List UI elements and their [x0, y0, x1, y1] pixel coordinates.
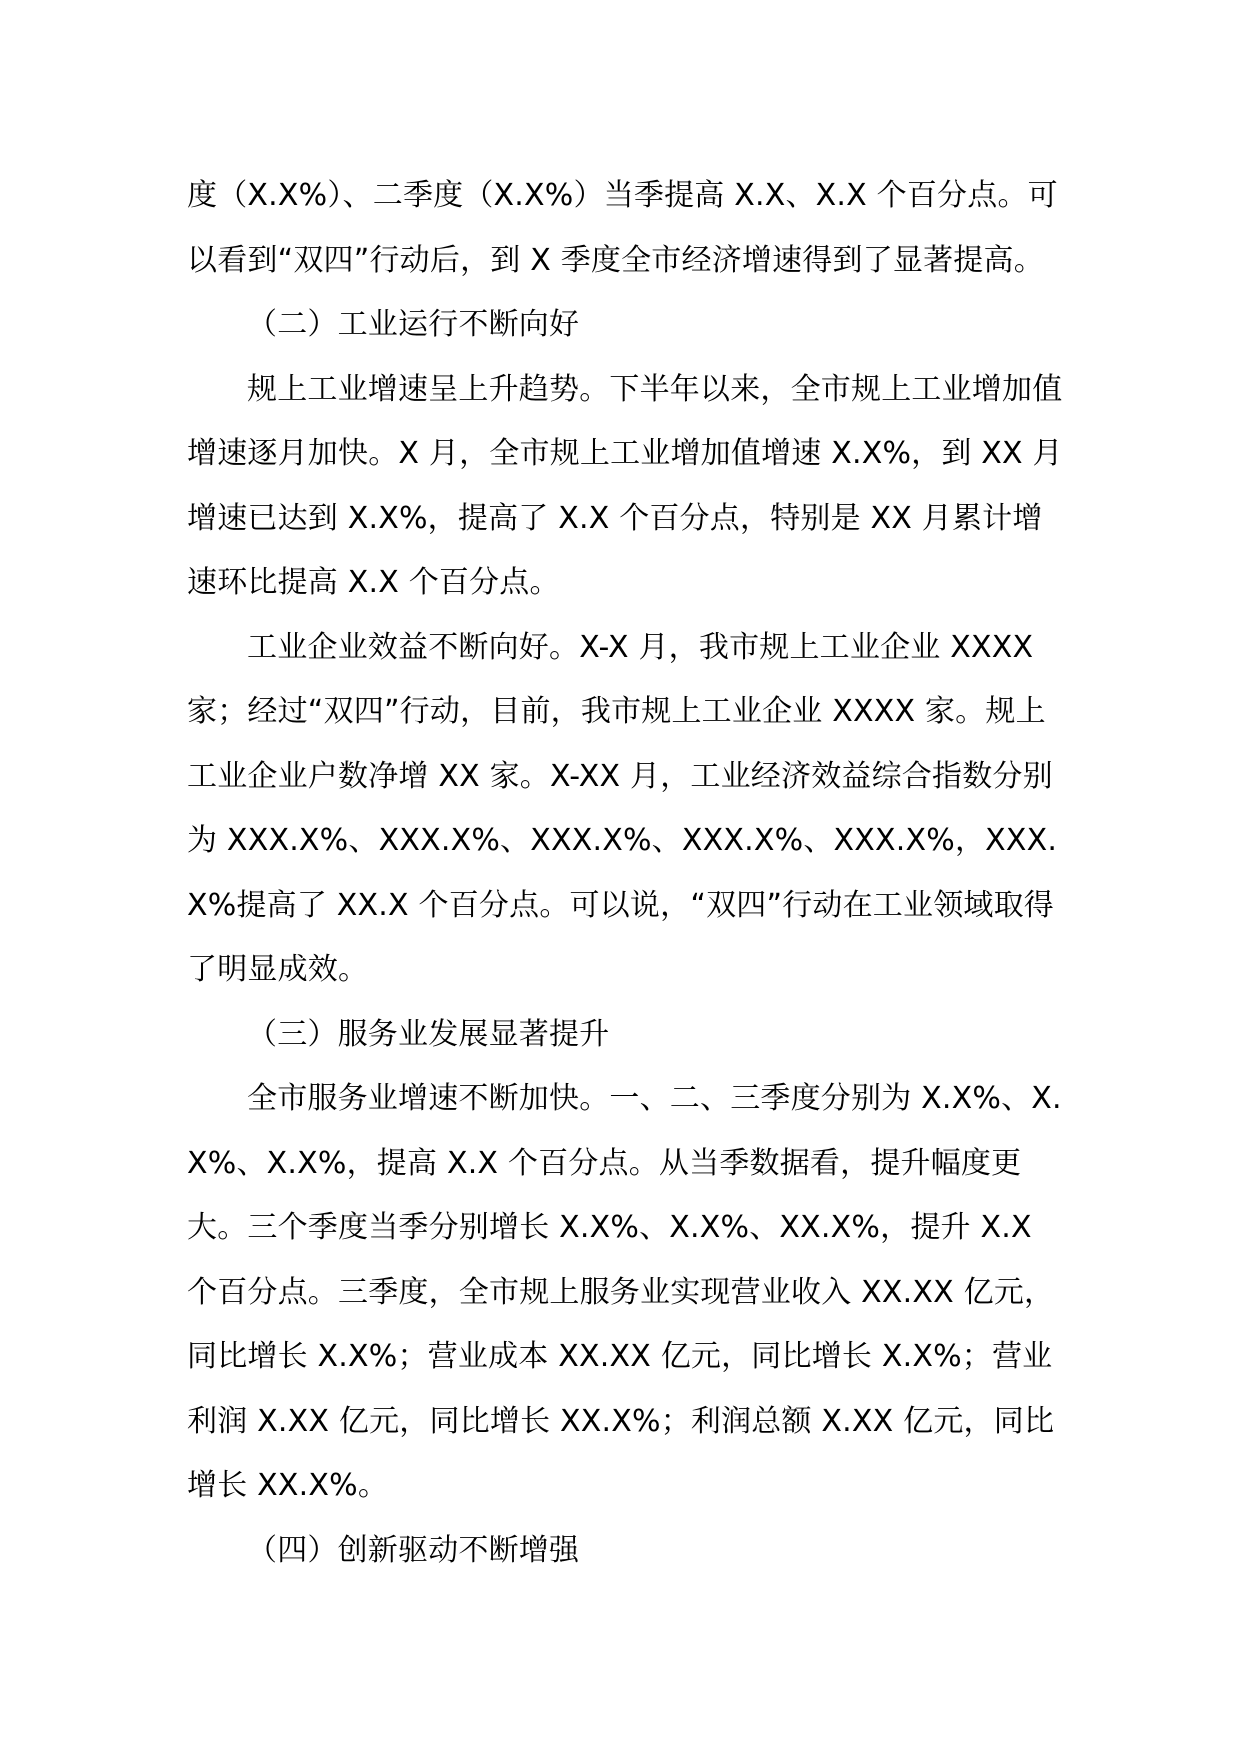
paragraph-industry-growth: 规上工业增速呈上升趋势。下半年以来，全市规上工业增加值增速逐月加快。X 月，全市规上工业增加值增速 X.X%，到 XX 月增速已达到 X.X%，提高了 X.X 个百分点，特别是 XX 月累计增速环比提高 X.X 个百分点。 — [187, 371, 1063, 600]
paragraph-industry-efficiency: 工业企业效益不断向好。X-X 月，我市规上工业企业 XXXX 家；经过“双四”行动，目前，我市规上工业企业 XXXX 家。规上工业企业户数净增 XX 家。X-XX 月，工业经济效益综合指数分别为 XXX.X%、XXX.X%、XXX.X%、XXX.X%、XXX.X%，XXX.X%提高了 XX.X 个百分点。可以说，“双四”行动在工业领域取得了明显成效。 — [187, 629, 1058, 987]
paragraph-services-growth: 全市服务业增速不断加快。一、二、三季度分别为 X.X%、X.X%、X.X%，提高 X.X 个百分点。从当季数据看，提升幅度更大。三个季度当季分别增长 X.X%、X.X%、XX.X%，提升 X.X 个百分点。三季度，全市规上服务业实现营业收入 XX.XX 亿元，同比增长 X.X%；营业成本 XX.XX 亿元，同比增长 X.X%；营业利润 X.XX 亿元，同比增长 XX.X%；利润总额 X.XX 亿元，同比增长 XX.X%。 — [187, 1081, 1062, 1503]
document-body — [187, 164, 1067, 1583]
paragraph-continuation: 度（X.X%）、二季度（X.X%）当季提高 X.X、X.X 个百分点。可以看到“双四”行动后，到 X 季度全市经济增速得到了显著提高。 — [187, 178, 1058, 278]
section-heading-innovation: （四）创新驱动不断增强 — [247, 1532, 580, 1568]
section-heading-industry: （二）工业运行不断向好 — [247, 307, 580, 342]
section-heading-services: （三）服务业发展显著提升 — [247, 1016, 610, 1052]
